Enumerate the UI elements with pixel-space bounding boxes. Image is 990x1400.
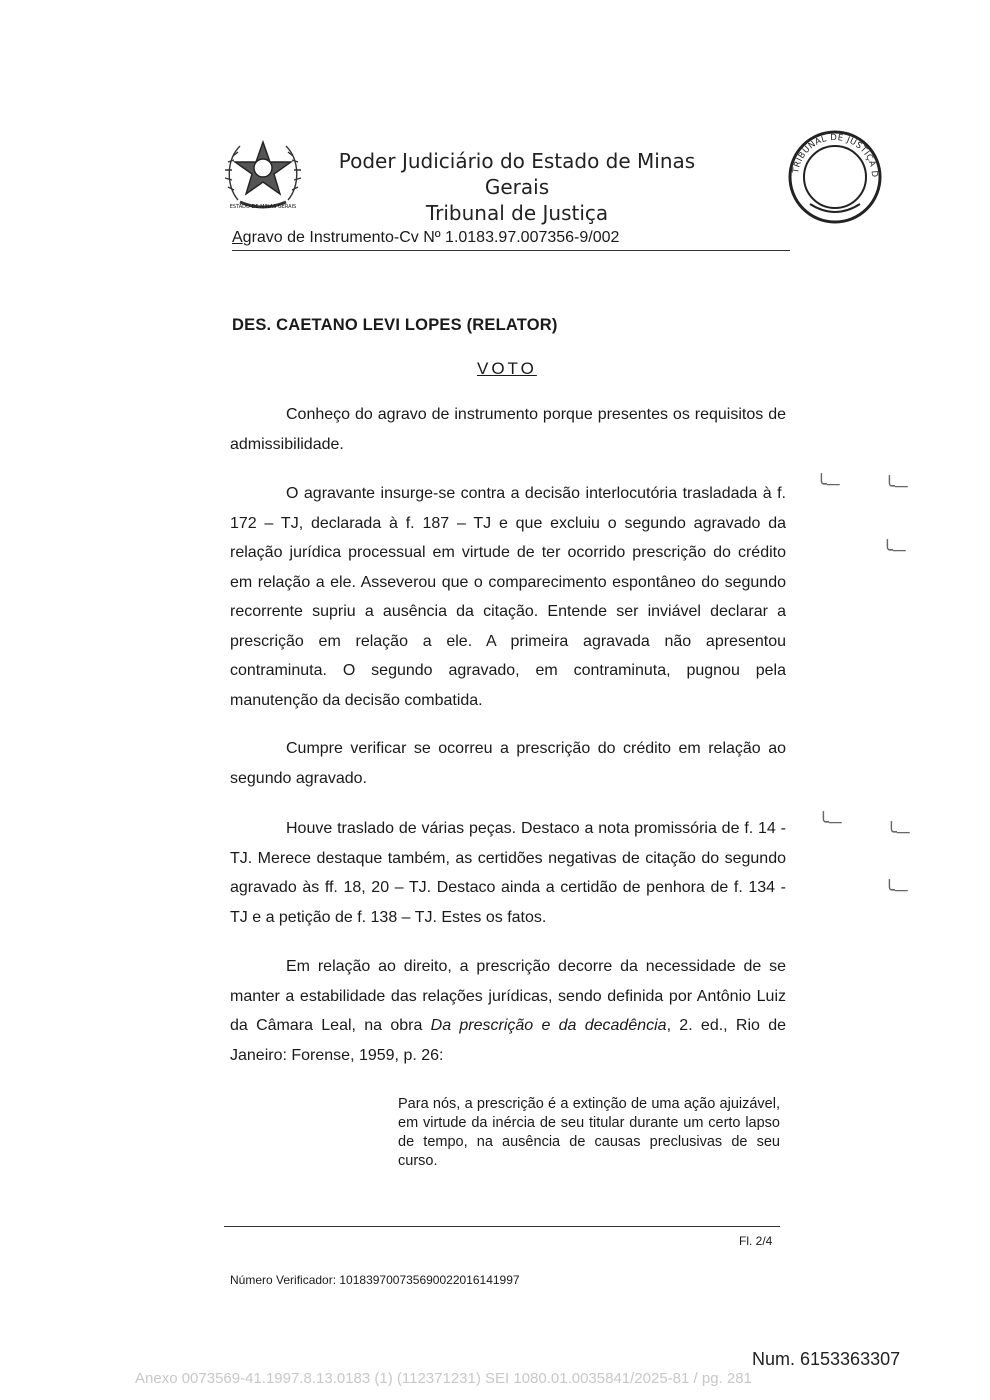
paragraph-3 [230, 734, 786, 793]
checkmark-icon: ╰─ [884, 476, 908, 496]
paragraph-5-text-end: , 2. ed., Rio de Janeiro: Forense, 1959, p. 26: [230, 1017, 786, 1064]
tribunal-seal-icon [786, 128, 884, 226]
svg-text:TRIBUNAL DE JUSTIÇA DE MINAS G: TRIBUNAL DE JUSTIÇA D [791, 132, 880, 179]
book-title: Da prescrição e da decadência [430, 1017, 667, 1034]
voto-title [477, 359, 537, 379]
relator-heading: DES. CAETANO LEVI LOPES (RELATOR) [232, 316, 558, 334]
paragraph-3-text: Cumpre verificar se ocorreu a prescrição do crédito em relação ao segundo agravado. [230, 740, 786, 787]
page-number: Fl. 2/4 [739, 1234, 773, 1248]
checkmark-icon: ╰─ [884, 880, 908, 900]
paragraph-2 [230, 479, 786, 715]
paragraph-2-text: O agravante insurge-se contra a decisão interlocutória trasladada à f. 172 – TJ, declarada à f. 187 – TJ e que excluiu o segundo agravado da relação jurídica processual em virtude de ter ocorrido prescrição do crédito em relação a ele. Asseverou que o comparecimento espontâneo do segundo recorrente supriu a ausência da citação. Entende ser inviável declarar a prescrição em relação a ele. A primeira agravada não apresentou contraminuta. O segundo agravado, em contraminuta, pugnou pela manutenção da decisão combatida. [230, 485, 786, 709]
paragraph-4 [230, 814, 786, 932]
document-number: Num. 6153363307 [752, 1349, 901, 1369]
checkmark-icon: ╰─ [816, 474, 840, 494]
paragraph-5 [230, 952, 786, 1070]
process-number [232, 229, 790, 251]
tribunal-name: Tribunal de Justiça [425, 201, 609, 225]
coat-of-arms-icon [220, 130, 306, 216]
checkmark-icon: ╰─ [882, 540, 906, 560]
voto-title-text: VOTO [477, 359, 537, 378]
process-rest: gravo de Instrumento-Cv Nº 1.0183.97.007356-9/002 [242, 229, 620, 246]
checkmark-icon: ╰─ [886, 822, 910, 842]
court-header [306, 148, 728, 226]
checkmark-icon: ╰─ [818, 812, 842, 832]
citation-quote: Para nós, a prescrição é a extinção de uma ação ajuizável, em virtude da inércia de seu titular durante um certo lapso de tempo, na ausência de causas preclusivas de seu curso. [398, 1096, 780, 1169]
court-name: Poder Judiciário do Estado de Minas Gerais [338, 149, 696, 199]
paragraph-1-text: Conheço do agravo de instrumento porque presentes os requisitos de admissibilidade. [230, 406, 786, 453]
footer-divider [224, 1226, 780, 1227]
process-prefix: A [232, 229, 243, 246]
paragraph-4-text: Houve traslado de várias peças. Destaco a nota promissória de f. 14 - TJ. Merece destaque também, as certidões negativas de citação do segundo agravado às ff. 18, 20 – TJ. Destaco ainda a certidão de penhora de f. 134 - TJ e a petição de f. 138 – TJ. Estes os fatos. [230, 820, 786, 926]
verification-number: Número Verificador: 1018397007356900220161419​97 [230, 1273, 520, 1287]
paragraph-1 [230, 400, 786, 459]
annex-footer: Anexo 0073569-41.1997.8.13.0183 (1) (112371231) SEI 1080.01.0035841/2025-81 / pg. 281 [135, 1370, 752, 1387]
svg-text:ESTADO DE MINAS GERAIS: ESTADO DE MINAS GERAIS [229, 204, 297, 210]
paragraph-5-text: Em relação ao direito, a prescrição decorre da necessidade de se manter a estabilidade das relações jurídicas, sendo definida por Antônio Luiz da Câmara Leal, na obra [230, 958, 786, 1034]
